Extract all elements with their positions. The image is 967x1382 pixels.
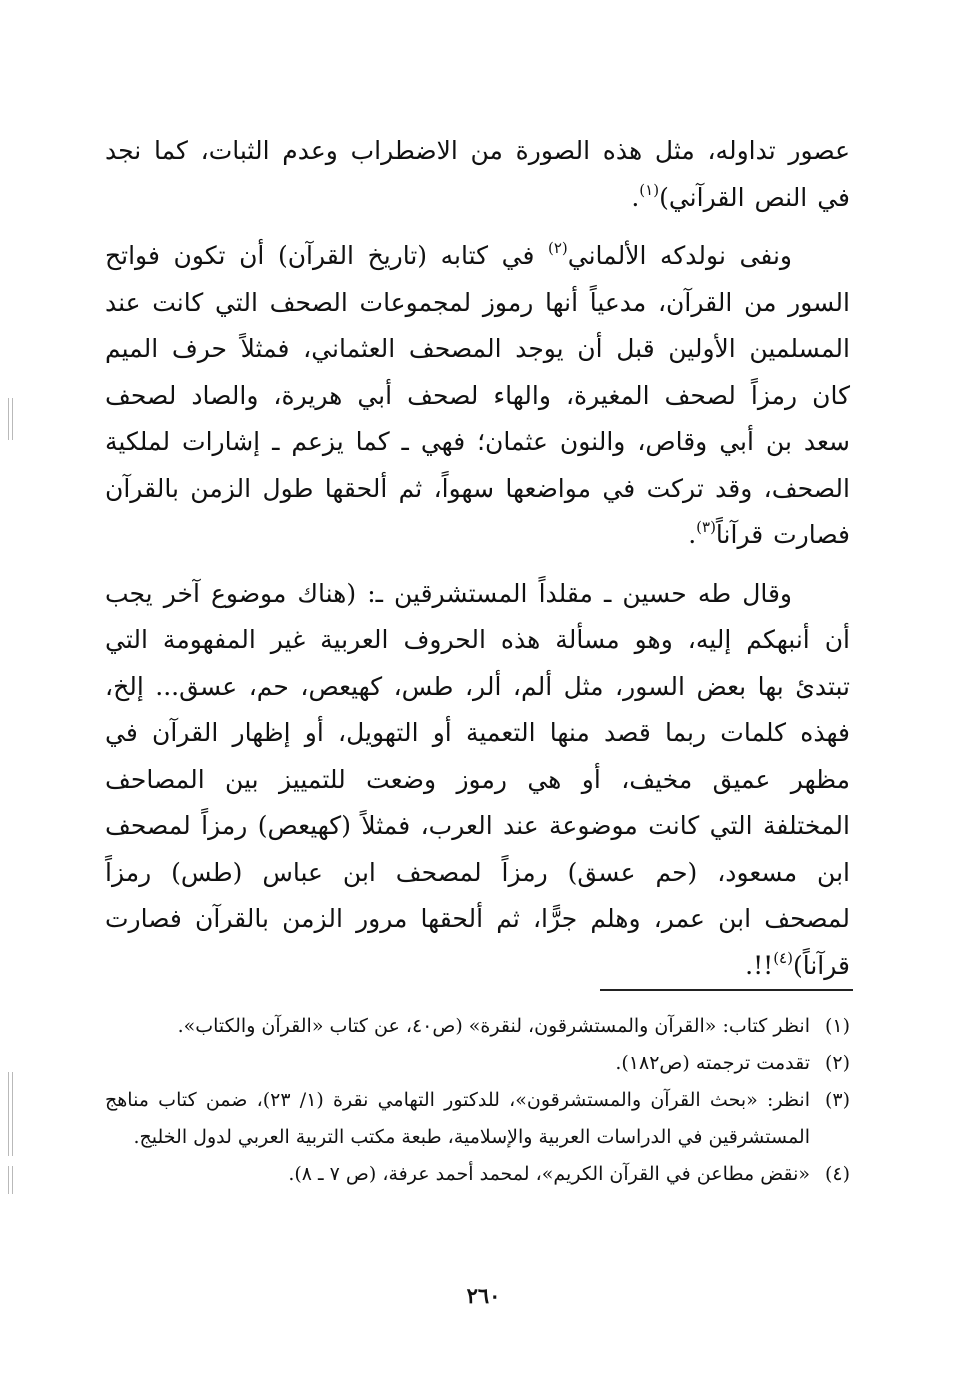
footnote-text: «نقض مطاعن في القرآن الكريم»، لمحمد أحمد عرفة، (ص ٧ ـ ٨). xyxy=(288,1163,810,1185)
footnote-number: (١) xyxy=(824,1015,850,1037)
footnote-ref-1[interactable]: (١) xyxy=(639,180,660,199)
footnote-number: (٣) xyxy=(824,1089,850,1111)
footnote-3 xyxy=(105,1082,850,1156)
scan-margin-mark xyxy=(8,1166,9,1194)
footnote-ref-3[interactable]: (٣) xyxy=(696,518,716,536)
paragraph-3-text: وقال طه حسين ـ مقلداً المستشرقين ـ: (هناك موضوع آخر يجب أن أنبهكم إليه، وهو مسألة هذه الحروف العربية غير المفهومة التي تبتدئ بها بعض السور، مثل ألم، ألر، طس، كهيعص، حم، عسق... إلخ، فهذه كلمات ربما قصد منها التعمية أو التهويل، أو إظهار القرآن في مظهر عميق مخيف، أو هي رموز وضعت للتمييز بين المصاحف المختلفة التي كانت موضوعة عند العرب، فمثلاً (كهيعص) رمزاً لمصحف ابن مسعود، (حم عسق) رمزاً لمصحف ابن عباس (طس) رمزاً لمصحف ابن عمر، وهلم جرًّا، ثم ألحقها مرور الزمن بالقرآن فصارت قرآناً) xyxy=(105,578,850,980)
footnote-text: تقدمت ترجمته (ص١٨٢). xyxy=(615,1052,810,1074)
paragraph-2-text-b: في كتابه (تاريخ القرآن) أن تكون فواتح السور من القرآن، مدعياً أنها رموز لمجموعات الصحف التي كانت عند المسلمين الأولين قبل أن يوجد المصحف العثماني، فمثلاً حرف الميم كان رمزاً لصحف المغيرة، والهاء لصحف أبي هريرة، والصاد لصحف سعد بن أبي وقاص، والنون عثمان؛ فهي ـ كما يزعم ـ إشارات لملكية الصحف، وقد تركت في مواضعها سهواً، ثم ألحقها طول الزمن بالقرآن فصارت قرآناً xyxy=(105,241,850,549)
footnote-number: (٢) xyxy=(824,1052,850,1074)
footnote-text: انظر: «بحث القرآن والمستشرقون»، للدكتور التهامي نقرة (١/ ٢٣)، ضمن كتاب مناهج المستشرقين في الدراسات العربية والإسلامية، طبعة مكتب التربية العربي لدول الخليج. xyxy=(105,1089,810,1148)
footnote-separator xyxy=(600,989,853,991)
paragraph-2-end: . xyxy=(688,520,697,549)
paragraph-2 xyxy=(105,233,850,559)
scan-margin-mark xyxy=(12,398,13,440)
paragraph-1-end: . xyxy=(631,182,640,212)
scan-margin-mark xyxy=(12,1166,13,1194)
footnotes xyxy=(105,1008,850,1193)
paragraph-1 xyxy=(105,128,850,221)
page-number: ٢٦٠ xyxy=(466,1283,501,1308)
paragraph-3-end: !!. xyxy=(745,950,774,980)
paragraph-3 xyxy=(105,571,850,990)
paragraph-2-text-a: ونفى نولدكه الألماني xyxy=(567,241,792,270)
footnote-1 xyxy=(105,1008,850,1045)
paragraph-1-text: عصور تداوله، مثل هذه الصورة من الاضطراب وعدم الثبات، كما نجد في النص القرآني) xyxy=(105,136,850,212)
scan-margin-mark xyxy=(12,1072,13,1156)
footnote-4 xyxy=(105,1156,850,1193)
footnote-ref-4[interactable]: (٤) xyxy=(773,948,793,967)
footnote-2 xyxy=(105,1045,850,1082)
scan-margin-mark xyxy=(8,398,9,440)
footnote-ref-2[interactable]: (٢) xyxy=(547,239,568,257)
scan-margin-mark xyxy=(8,1072,9,1156)
footnote-number: (٤) xyxy=(824,1163,850,1185)
main-text xyxy=(105,128,850,1001)
footnote-text: انظر كتاب: «القرآن والمستشرقون، لنقرة» (ص٤٠، عن كتاب «القرآن والكتاب». xyxy=(177,1015,810,1037)
